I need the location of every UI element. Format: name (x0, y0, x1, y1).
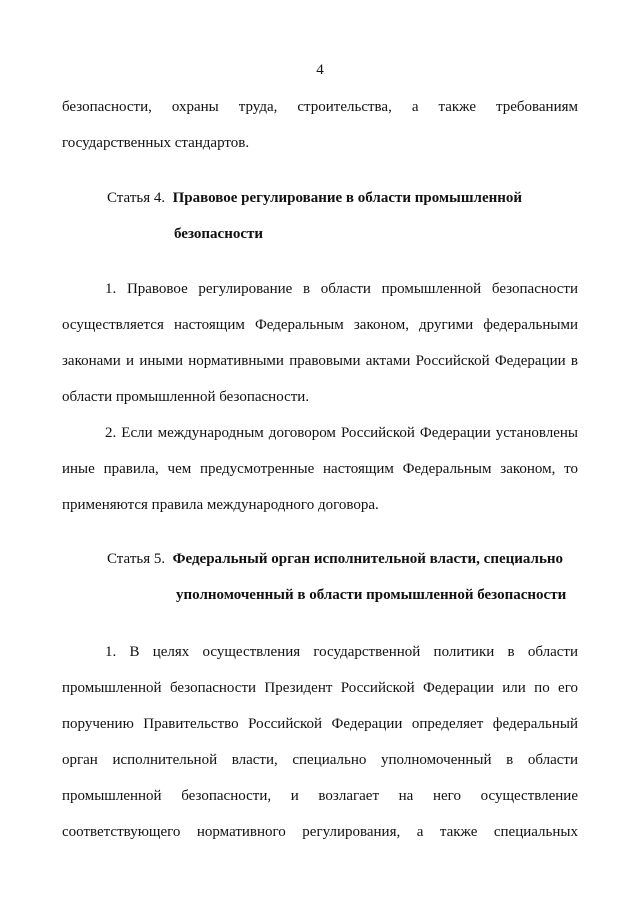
paragraph-line: области промышленной безопасности. (62, 389, 310, 405)
article-5-label: Статья 5. (107, 551, 166, 567)
paragraph-line: поручению Правительство Российской Федерации определяет федеральный (62, 716, 578, 732)
text-line: безопасности, охраны труда, строительства, а также требованиям (62, 99, 578, 115)
article-4-title-line1: Правовое регулирование в области промышленной (172, 190, 523, 206)
text-line: государственных стандартов. (62, 135, 250, 151)
article-5-title-line1: Федеральный орган исполнительной власти, специально (172, 551, 564, 567)
paragraph-line: промышленной безопасности, и возлагает на него осуществление (62, 788, 578, 804)
paragraph-line: соответствующего нормативного регулирования, а также специальных (62, 824, 578, 840)
paragraph-line: 2. Если международным договором Российской Федерации установлены (105, 425, 578, 441)
paragraph-line: промышленной безопасности Президент Российской Федерации или по его (62, 680, 578, 696)
paragraph-line: иные правила, чем предусмотренные настоящим Федеральным законом, то (62, 461, 578, 477)
article-4-title-line2: безопасности (174, 226, 264, 242)
paragraph-line: орган исполнительной власти, специально уполномоченный в области (62, 752, 578, 768)
article-4-label: Статья 4. (107, 190, 166, 206)
paragraph-line: 1. В целях осуществления государственной политики в области (105, 644, 578, 660)
article-5-title-line2: уполномоченный в области промышленной безопасности (176, 587, 567, 603)
article-4-heading (107, 188, 522, 208)
paragraph-line: осуществляется настоящим Федеральным законом, другими федеральными (62, 317, 578, 333)
paragraph-line: 1. Правовое регулирование в области промышленной безопасности (105, 281, 578, 297)
article-5-heading (107, 549, 563, 569)
page-number: 4 (316, 62, 324, 78)
paragraph-line: применяются правила международного договора. (62, 497, 379, 513)
paragraph-line: законами и иными нормативными правовыми актами Российской Федерации в (62, 353, 578, 369)
